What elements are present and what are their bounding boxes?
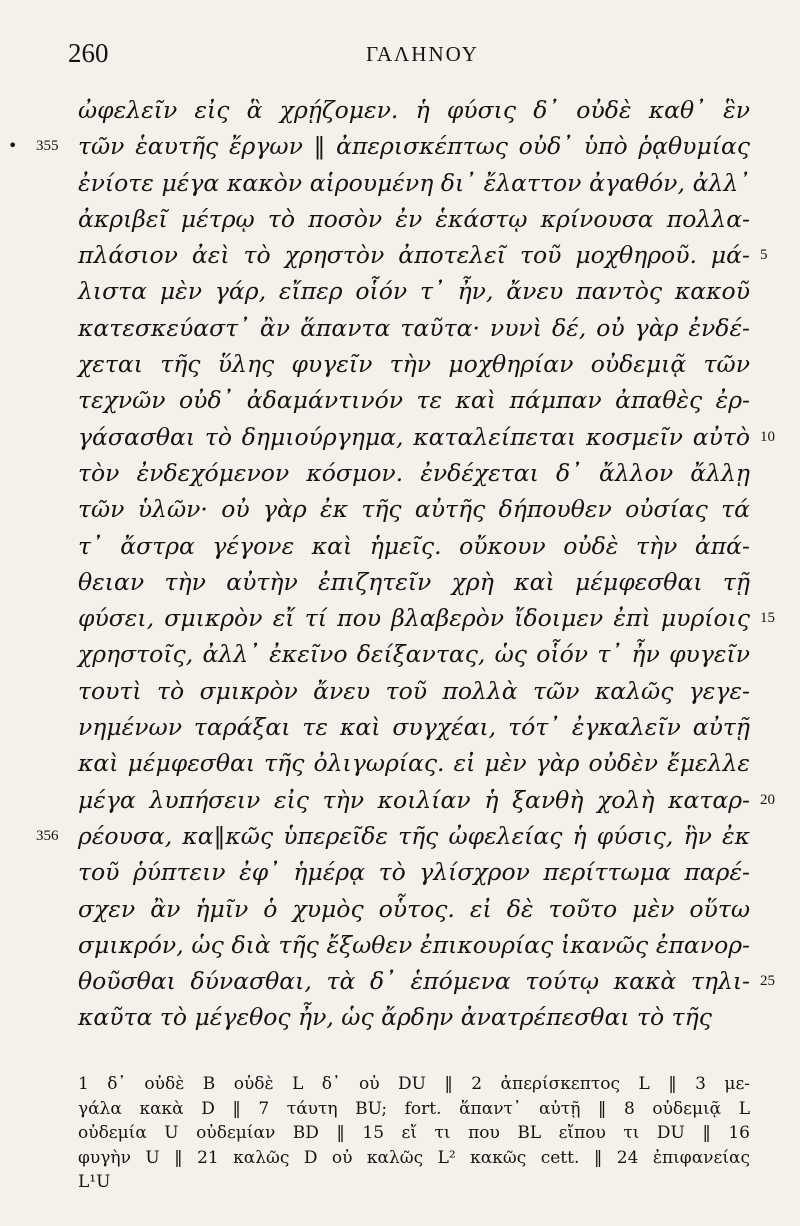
line-text: κατεσκεύαστ᾽ ἂν ἅπαντα ταῦτα· νυνὶ δέ, οὐ γὰρ ἐνδέ- (78, 313, 750, 342)
line-text: ἐνίοτε μέγα κακὸν αἱρουμένη δι᾽ ἔλαττον ἀγαθόν, ἀλλ᾽ (78, 168, 750, 197)
text-line (78, 491, 768, 527)
main-text (8, 92, 775, 1036)
text-line (78, 455, 768, 491)
line-text: χρηστοῖς, ἀλλ᾽ ἐκεῖνο δείξαντας, ὡς οἷόν τ᾽ ἦν φυγεῖν (78, 640, 750, 669)
text-line (78, 564, 768, 600)
text-line (78, 963, 775, 999)
line-text: γάσασθαι τὸ δημιούργημα, καταλείπεται κοσμεῖν αὐτὸ (78, 422, 750, 451)
edition-page-marker: 355 (36, 138, 59, 155)
page-number: 260 (68, 38, 109, 68)
critical-apparatus (78, 1072, 758, 1195)
line-text: τὸν ἐνδεχόμενον κόσμον. ἐνδέχεται δ᾽ ἄλλον ἄλλῃ (78, 458, 750, 487)
line-number: 15 (760, 610, 775, 627)
text-line (78, 92, 768, 128)
line-text: καῦτα τὸ μέγεθος ἦν, ὡς ἄρδην ἀνατρέπεσθαι τὸ τῆς (78, 1003, 712, 1032)
line-text: ἀκριβεῖ μέτρῳ τὸ ποσὸν ἐν ἑκάστῳ κρίνουσα πολλα- (78, 204, 750, 233)
line-text: φύσει, σμικρὸν εἴ τί που βλαβερὸν ἴδοιμεν ἐπὶ μυρίοις (78, 604, 750, 633)
footnote-line: L¹U (78, 1172, 111, 1192)
text-line (78, 927, 768, 963)
line-text: καὶ μέμφεσθαι τῆς ὀλιγωρίας. εἰ μὲν γὰρ οὐδὲν ἔμελλε (78, 749, 750, 778)
text-line (78, 854, 768, 890)
line-number: 5 (760, 247, 768, 264)
text-line (78, 636, 768, 672)
text-line (78, 165, 768, 201)
line-number: 10 (760, 428, 775, 445)
text-line (78, 745, 768, 781)
line-text: μέγα λυπήσειν εἰς τὴν κοιλίαν ἡ ξανθὴ χολὴ καταρ- (78, 785, 750, 814)
running-head: ΓΑΛΗΝΟΥ (366, 42, 479, 66)
line-text: τῶν ἑαυτῆς ἔργων ‖ ἀπερισκέπτως οὐδ᾽ ὑπὸ ῥᾳθυμίας (78, 132, 750, 161)
line-text: θειαν τὴν αὐτὴν ἐπιζητεῖν χρὴ καὶ μέμφεσθαι τῇ (78, 567, 750, 596)
page-header (68, 38, 768, 78)
footnote-line: γάλα κακὰ D ‖ 7 τάυτη BU; fort. ἅπαντ᾽ αὐτῇ ‖ 8 οὐδεμιᾷ L (78, 1098, 750, 1119)
line-number: 25 (760, 973, 775, 990)
line-text: ὠφελεῖν εἰς ἃ χρῄζομεν. ἡ φύσις δ᾽ οὐδὲ καθ᾽ ἓν (78, 96, 750, 124)
line-text: χεται τῆς ὕλης φυγεῖν τὴν μοχθηρίαν οὐδεμιᾷ τῶν (78, 350, 750, 379)
line-text: ρέουσα, κα‖κῶς ὑπερεῖδε τῆς ὠφελείας ἡ φύσις, ἣν ἐκ (78, 821, 750, 850)
text-line (78, 201, 768, 237)
footnote-line: φυγὴν U ‖ 21 καλῶς D οὐ καλῶς L² κακῶς cett. ‖ 24 ἐπιφανείας (78, 1147, 750, 1168)
text-line (78, 237, 768, 273)
line-text: πλάσιον ἀεὶ τὸ χρηστὸν ἀποτελεῖ τοῦ μοχθηροῦ. μά- (78, 241, 750, 270)
text-line (78, 528, 768, 564)
line-text: τουτὶ τὸ σμικρὸν ἄνευ τοῦ πολλὰ τῶν καλῶς γεγε- (78, 676, 750, 705)
text-line (78, 782, 775, 818)
text-line (78, 273, 768, 309)
text-line (8, 128, 768, 164)
line-text: σμικρόν, ὡς διὰ τῆς ἔξωθεν ἐπικουρίας ἱκανῶς ἐπανορ- (78, 930, 750, 959)
text-line (78, 600, 775, 636)
line-text: τεχνῶν οὐδ᾽ ἀδαμάντινόν τε καὶ πάμπαν ἀπαθὲς ἐρ- (78, 386, 750, 415)
margin-mark: • (8, 136, 18, 156)
text-line (78, 419, 775, 455)
text-line (36, 818, 768, 854)
line-number: 20 (760, 791, 775, 808)
line-text: λιστα μὲν γάρ, εἴπερ οἷόν τ᾽ ἦν, ἄνευ παντὸς κακοῦ (78, 277, 750, 306)
line-text: νημένων ταράξαι τε καὶ συγχέαι, τότ᾽ ἐγκαλεῖν αὐτῇ (78, 713, 750, 742)
line-text: τῶν ὑλῶν· οὐ γὰρ ἐκ τῆς αὐτῆς δήπουθεν οὐσίας τά (78, 495, 750, 524)
text-line (78, 709, 768, 745)
line-text: θοῦσθαι δύνασθαι, τὰ δ᾽ ἑπόμενα τούτῳ κακὰ τηλι- (78, 967, 750, 996)
edition-page-marker: 356 (36, 827, 59, 844)
line-text: τοῦ ῥύπτειν ἐφ᾽ ἡμέρᾳ τὸ γλίσχρον περίττωμα παρέ- (78, 858, 750, 887)
line-text: σχεν ἂν ἡμῖν ὁ χυμὸς οὗτος. εἰ δὲ τοῦτο μὲν οὕτω (78, 894, 750, 923)
text-line (78, 346, 768, 382)
text-line (78, 310, 768, 346)
text-line (78, 999, 768, 1035)
footnote-line: οὐδεμία U οὐδεμίαν BD ‖ 15 εἴ τι που BL εἴπου τι DU ‖ 16 (78, 1123, 750, 1143)
text-line (78, 382, 768, 418)
text-line (78, 891, 768, 927)
footnote-line: 1 δ᾽ οὐδὲ B οὐδὲ L δ᾽ οὐ DU ‖ 2 ἀπερίσκεπτος L ‖ 3 με- (78, 1074, 750, 1094)
line-text: τ᾽ ἄστρα γέγονε καὶ ἡμεῖς. οὔκουν οὐδὲ τὴν ἀπά- (78, 531, 750, 560)
text-line (78, 673, 768, 709)
